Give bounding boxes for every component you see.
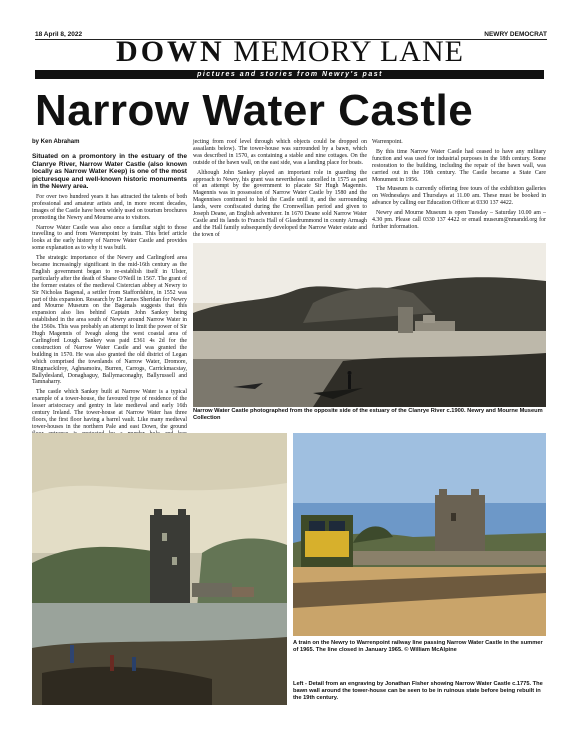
paragraph: jecting from roof level through which objects could be dropped on assailants below). The tower-house was surrounded by a bawn, which was described in 1570, as containing a stable and nine cottages. On the outside of the bawn wall, on the east side, was a landing place for boats. bbox=[193, 139, 367, 166]
paragraph: Narrow Water Castle was also once a familiar sight to those travelling to and from Warrenpoint by train. This brief article looks at the early history of Narrow Water Castle and provides some explanation as to why it was built. bbox=[32, 224, 187, 252]
article-column-2 bbox=[193, 139, 367, 239]
publication-name: NEWRY DEMOCRAT bbox=[484, 31, 547, 38]
paragraph: By this time Narrow Water Castle had ceased to have any military function and was used for industrial purposes in the 18th century. Some restoration to the building, including the repair of the bawn wall, was carried out in the 19th century. The Castle became a State Care Monument in 1956. bbox=[372, 148, 546, 183]
train-photo bbox=[293, 433, 546, 636]
article-column-3 bbox=[372, 139, 546, 239]
byline: by Ken Abraham bbox=[32, 139, 80, 145]
engraving-photo bbox=[32, 433, 287, 705]
photo-caption-estuary: Narrow Water Castle photographed from the opposite side of the estuary of the Clanrye River c.1900. Newry and Mourne Museum Collection bbox=[193, 408, 543, 421]
masthead-memory-lane: MEMORY LANE bbox=[233, 35, 464, 68]
engraving-image bbox=[32, 433, 287, 705]
castle-estuary-image bbox=[193, 243, 546, 407]
paragraph: The strategic importance of the Newry and Carlingford area became increasingly significant in the mid-16th century as the English government began to re-establish itself in Ulster, particularly after the death of Shane O'Neill in 1567. The grant of the former estates of the medieval Cistercian abbey at Newry to Sir Nicholas Bagenal, a settler from Staffordshire, in 1552 was part of this expansion. Research by Dr James Sheridan for Newry and Mourne Museum on the Bagenals suggests that this expansion also lies behind Captain John Sankey being established in the area south of Newry around Narrow Water in the 1560s. This was probably an attempt to limit the power of Sir Hugh Magennis of Iveagh along the west coastal area of Carlingford Lough. Sankey was paid £361 4s 2d for the construction of Narrow Water Castle and was granted the building in 1570. He was also granted the old district of Legan which comprised the townlands of Narrow Water, Dromore, Ringmackilroy, Aghnamoira, Burren, Carrogs, Carrickmacstay, Ballydesland, Donaghaguy, Ballymaconaghy, Ballyrussell and Tamnaharry. bbox=[32, 255, 187, 386]
article-headline: Narrow Water Castle bbox=[35, 86, 474, 135]
article-column-1 bbox=[32, 139, 187, 430]
paragraph: The Museum is currently offering free tours of the exhibition galleries on Wednesdays and Thursdays at 11.00 am. These must be booked in advance by calling our Education Officer at 0330 137 4422. bbox=[372, 186, 546, 207]
train-image bbox=[293, 433, 546, 636]
paragraph: The castle which Sankey built at Narrow Water is a typical example of a tower-house, the favoured type of residence of the lesser aristocracy and gentry in late medieval and early 16th century Ireland. The tower-house at Narrow Water has three floors, the first floor having a barrel vault. Like many medieval tower-houses in the northern Pale and east Down, the ground bbox=[32, 389, 187, 430]
photo-caption-engraving: Left - Detail from an engraving by Jonathan Fisher showing Narrow Water Castle c.1775. The bawn wall around the tower-house can be seen to be in ruinous state before being rebuilt in the 19th century. bbox=[293, 681, 543, 701]
paragraph: Newry and Mourne Museum is open Tuesday – Saturday 10.00 am – 4.30 pm. Please call 0330 137 4422 or email museum@nmandd.org for further information. bbox=[372, 210, 546, 230]
masthead-down: DOWN bbox=[116, 35, 225, 68]
castle-estuary-photo bbox=[193, 243, 546, 407]
paragraph: Warrenpoint. bbox=[372, 139, 403, 145]
paragraph: For over two hundred years it has attracted the talents of both professional and amateur artists and, in more recent decades, images of the Castle have been widely used on tourism brochures promoting the Newry and Mourne area to visitors. bbox=[32, 193, 187, 221]
page-folio: 18 April 8, 2022 bbox=[35, 31, 83, 38]
section-masthead bbox=[0, 36, 580, 68]
article-lede: Situated on a promontory in the estuary of the Clanrye River, Narrow Water Castle (also known locally as Narrow Water Keep) is one of the most picturesque and well-known historic monuments in the Newry area. bbox=[32, 152, 187, 191]
photo-caption-train: A train on the Newry to Warrenpoint railway line passing Narrow Water Castle in the summer of 1965. The line closed in January 1965. © William McAlpine bbox=[293, 640, 543, 653]
paragraph: Although John Sankey played an important role in guarding the approach to Newry, his grant was nevertheless cancelled in 1575 as part of an attempt by the government to placate Sir Hugh Magennis. Magennis was in possession of Narrow Water Castle by 1580 and the Magennises continued to hold the Castle until it, and the surrounding lands, were confiscated during the Cromwellian period and given to Joseph Deane, an English adventurer. In 1670 Deane sold Narrow Water Castle and its lands to Francis Hall of Glasdrummond in county Armagh and the Hall family subsequently developed the Narrow Water estate and the town of bbox=[193, 169, 367, 238]
masthead-tagline: pictures and stories from Newry's past bbox=[197, 71, 383, 78]
